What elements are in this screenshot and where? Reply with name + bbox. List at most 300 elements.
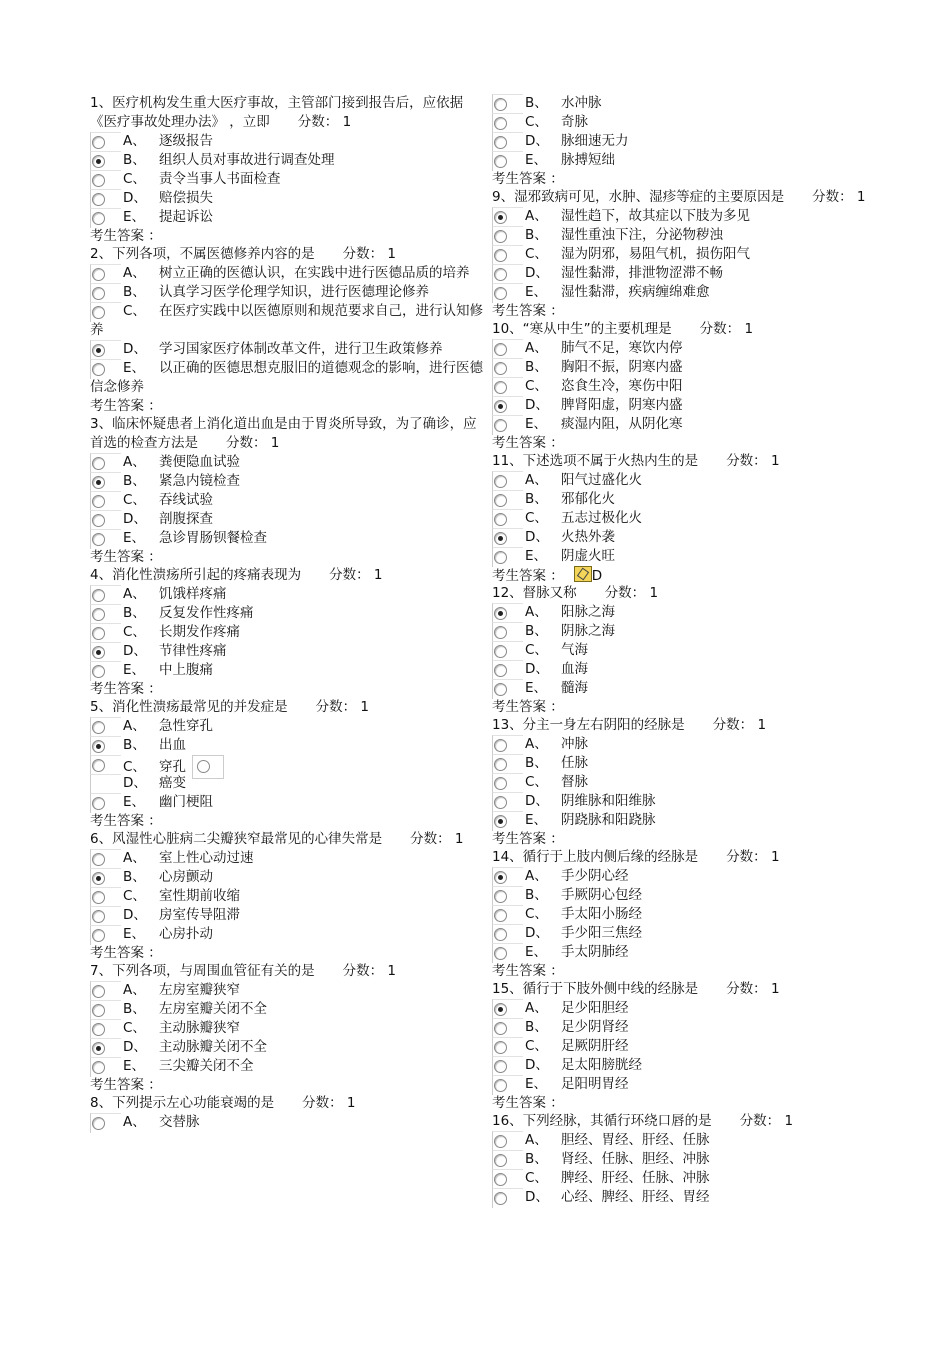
answer-option[interactable] xyxy=(90,529,490,548)
radio-button[interactable] xyxy=(494,815,507,828)
answer-option[interactable] xyxy=(90,1113,490,1132)
answer-option[interactable] xyxy=(492,1075,892,1094)
option-text: 在医疗实践中以医德原则和规范要求自己，进行认知修养 xyxy=(90,303,483,338)
radio-button[interactable] xyxy=(494,343,507,356)
question-score: 分数： 1 xyxy=(726,981,780,997)
option-text: 五志过极化火 xyxy=(561,510,642,526)
option-frame xyxy=(492,924,523,944)
option-frame xyxy=(90,529,121,549)
answer-option[interactable] xyxy=(90,264,490,283)
radio-button[interactable] xyxy=(92,1004,105,1017)
option-frame xyxy=(492,226,523,246)
answer-option[interactable] xyxy=(492,396,892,415)
radio-button[interactable] xyxy=(494,419,507,432)
radio-button[interactable] xyxy=(494,211,507,224)
answer-option[interactable] xyxy=(492,358,892,377)
radio-button[interactable] xyxy=(494,607,507,620)
question-text: 7、下列各项，与周围血管征有关的是 xyxy=(90,963,315,979)
option-text: 足太阳膀胱经 xyxy=(561,1057,642,1073)
question-stem xyxy=(90,94,490,132)
option-text: 阴脉之海 xyxy=(561,623,615,639)
radio-button[interactable] xyxy=(92,891,105,904)
radio-button[interactable] xyxy=(494,777,507,790)
option-letter: A、 xyxy=(525,604,548,620)
radio-button[interactable] xyxy=(494,890,507,903)
answer-option[interactable] xyxy=(492,339,892,358)
option-frame xyxy=(492,377,523,397)
radio-button[interactable] xyxy=(494,1079,507,1092)
question-score: 分数： 1 xyxy=(739,1113,794,1129)
answer-line xyxy=(90,944,490,962)
option-text: 粪便隐血试验 xyxy=(159,454,240,470)
option-frame xyxy=(90,1019,121,1039)
answer-option[interactable] xyxy=(90,510,490,529)
radio-button[interactable] xyxy=(92,344,105,357)
option-frame xyxy=(492,132,523,152)
answer-line xyxy=(90,548,490,566)
answer-option[interactable] xyxy=(90,189,490,208)
answer-option[interactable] xyxy=(492,226,892,245)
radio-button[interactable] xyxy=(92,872,105,885)
radio-button[interactable] xyxy=(92,514,105,527)
answer-option[interactable] xyxy=(492,943,892,962)
question-score: 分数： 1 xyxy=(726,453,780,469)
question-text: 11、下述选项不属于火热内生的是 xyxy=(492,453,699,469)
answer-option[interactable] xyxy=(90,491,490,510)
radio-button[interactable] xyxy=(494,928,507,941)
option-text: 湿性黏滞，疾病缠绵难愈 xyxy=(561,284,710,300)
option-text: 足少阴肾经 xyxy=(561,1019,629,1035)
radio-button[interactable] xyxy=(92,646,105,659)
option-text: 逐级报告 xyxy=(159,133,213,149)
option-letter: B、 xyxy=(525,623,548,639)
answer-label: 考生答案 ： xyxy=(90,945,162,961)
answer-option[interactable] xyxy=(492,132,892,151)
answer-option[interactable] xyxy=(90,283,490,302)
answer-option[interactable] xyxy=(492,999,892,1018)
question xyxy=(492,94,892,188)
answer-option[interactable] xyxy=(492,509,892,528)
option-letter: B、 xyxy=(525,95,548,111)
answer-option[interactable] xyxy=(492,792,892,811)
answer-option[interactable] xyxy=(90,359,490,397)
radio-button[interactable] xyxy=(494,1173,507,1186)
answer-option[interactable] xyxy=(492,811,892,830)
answer-option[interactable] xyxy=(90,717,490,736)
radio-button[interactable] xyxy=(92,759,105,772)
answer-option[interactable] xyxy=(492,660,892,679)
option-text: 脉细速无力 xyxy=(561,133,629,149)
option-letter: C、 xyxy=(525,1170,548,1186)
answer-option[interactable] xyxy=(492,207,892,226)
radio-button[interactable] xyxy=(494,287,507,300)
answer-option[interactable] xyxy=(492,113,892,132)
radio-button[interactable] xyxy=(92,533,105,546)
question-score: 分数： 1 xyxy=(410,831,464,847)
option-letter: C、 xyxy=(525,1038,548,1054)
option-letter: D、 xyxy=(123,190,147,206)
option-letter: C、 xyxy=(123,1020,146,1036)
option-text: 阴维脉和阳维脉 xyxy=(561,793,656,809)
question-text: 6、风湿性心脏病二尖瓣狭窄最常见的心律失常是 xyxy=(90,831,383,847)
answer-option[interactable] xyxy=(492,754,892,773)
option-letter: D、 xyxy=(123,643,147,659)
radio-button[interactable] xyxy=(92,136,105,149)
radio-button[interactable] xyxy=(494,494,507,507)
question-score: 分数： 1 xyxy=(342,246,396,262)
option-frame xyxy=(492,603,523,623)
answer-option[interactable] xyxy=(90,736,490,755)
answer-option[interactable] xyxy=(492,245,892,264)
question xyxy=(90,415,490,566)
option-text: 脉搏短绌 xyxy=(561,152,615,168)
option-letter: A、 xyxy=(525,1000,548,1016)
answer-line xyxy=(90,680,490,698)
question-stem xyxy=(90,962,490,981)
answer-label: 考生答案 ： xyxy=(90,398,162,414)
option-letter: C、 xyxy=(525,774,548,790)
radio-button[interactable] xyxy=(92,929,105,942)
question-score: 分数： 1 xyxy=(812,189,866,205)
option-frame xyxy=(492,1056,523,1076)
radio-button[interactable] xyxy=(494,871,507,884)
answer-option[interactable] xyxy=(90,170,490,189)
radio-button[interactable] xyxy=(494,136,507,149)
option-frame xyxy=(90,717,121,737)
option-text: 痰湿内阻，从阴化寒 xyxy=(561,416,683,432)
option-text: 胸阳不振，阴寒内盛 xyxy=(561,359,683,375)
answer-option[interactable] xyxy=(492,924,892,943)
option-frame xyxy=(492,396,523,416)
radio-button[interactable] xyxy=(494,1022,507,1035)
radio-button[interactable] xyxy=(92,457,105,470)
radio-button[interactable] xyxy=(494,796,507,809)
radio-button[interactable] xyxy=(494,98,507,111)
option-frame xyxy=(492,1169,523,1189)
radio-button[interactable] xyxy=(494,249,507,262)
option-frame xyxy=(90,208,121,228)
answer-option[interactable] xyxy=(492,867,892,886)
radio-button[interactable] xyxy=(92,910,105,923)
radio-button[interactable] xyxy=(92,1061,105,1074)
radio-button[interactable] xyxy=(92,589,105,602)
option-letter: C、 xyxy=(525,378,548,394)
radio-button[interactable] xyxy=(494,1154,507,1167)
radio-button[interactable] xyxy=(92,853,105,866)
answer-option[interactable] xyxy=(90,1057,490,1076)
option-letter: A、 xyxy=(525,340,548,356)
option-frame xyxy=(492,283,523,303)
answer-option[interactable] xyxy=(90,1038,490,1057)
option-text: 心经、脾经、肝经、胃经 xyxy=(561,1189,710,1205)
option-frame xyxy=(90,887,121,907)
option-frame xyxy=(90,793,121,813)
radio-button[interactable] xyxy=(494,1192,507,1205)
answer-option[interactable] xyxy=(90,453,490,472)
answer-option[interactable] xyxy=(90,1000,490,1019)
radio-button[interactable] xyxy=(494,683,507,696)
answer-option[interactable] xyxy=(492,773,892,792)
answer-option[interactable] xyxy=(90,755,490,774)
option-text: 湿为阴邪，易阻气机，损伤阳气 xyxy=(561,246,750,262)
question xyxy=(492,188,892,320)
option-frame xyxy=(90,736,121,756)
radio-button[interactable] xyxy=(494,381,507,394)
radio-button[interactable] xyxy=(494,551,507,564)
answer-line xyxy=(492,566,892,584)
answer-option[interactable] xyxy=(492,528,892,547)
option-frame xyxy=(90,132,121,152)
option-letter: A、 xyxy=(525,1132,548,1148)
option-text: 中上腹痛 xyxy=(159,662,213,678)
option-letter: C、 xyxy=(123,303,146,319)
answer-option[interactable] xyxy=(492,905,892,924)
question xyxy=(492,452,892,584)
radio-button[interactable] xyxy=(92,306,105,319)
radio-button[interactable] xyxy=(92,212,105,225)
radio-button[interactable] xyxy=(494,645,507,658)
radio-button[interactable] xyxy=(494,117,507,130)
answer-option[interactable] xyxy=(90,981,490,1000)
radio-button[interactable] xyxy=(92,740,105,753)
answer-label: 考生答案 ： xyxy=(492,699,564,715)
option-letter: C、 xyxy=(123,759,146,775)
answer-option[interactable] xyxy=(90,151,490,170)
option-frame xyxy=(492,113,523,133)
radio-button[interactable] xyxy=(92,608,105,621)
option-frame xyxy=(90,1113,121,1133)
option-letter: D、 xyxy=(525,1189,549,1205)
radio-button[interactable] xyxy=(494,1060,507,1073)
option-text: 心房颤动 xyxy=(159,869,213,885)
answer-option[interactable] xyxy=(90,925,490,944)
answer-option[interactable] xyxy=(492,679,892,698)
answer-option[interactable] xyxy=(492,471,892,490)
radio-button[interactable] xyxy=(92,268,105,281)
answer-option[interactable] xyxy=(90,887,490,906)
answer-option[interactable] xyxy=(492,622,892,641)
option-letter: D、 xyxy=(525,133,549,149)
radio-button[interactable] xyxy=(494,513,507,526)
answer-label: 考生答案 ： xyxy=(492,171,564,187)
answer-option[interactable] xyxy=(492,1037,892,1056)
option-text: 饥饿样疼痛 xyxy=(159,586,227,602)
answer-option[interactable] xyxy=(492,1150,892,1169)
radio-button[interactable] xyxy=(494,230,507,243)
answer-option[interactable] xyxy=(90,793,490,812)
radio-button[interactable] xyxy=(92,1117,105,1130)
answer-option[interactable] xyxy=(492,547,892,566)
answer-option[interactable] xyxy=(492,641,892,660)
answer-option[interactable] xyxy=(492,1131,892,1150)
radio-button[interactable] xyxy=(92,627,105,640)
question-text: 15、循行于下肢外侧中线的经脉是 xyxy=(492,981,699,997)
radio-button[interactable] xyxy=(92,495,105,508)
option-frame xyxy=(90,1057,121,1077)
option-frame xyxy=(90,151,121,171)
option-frame xyxy=(492,773,523,793)
answer-label: 考生答案 ： xyxy=(90,813,162,829)
option-text: 组织人员对事故进行调查处理 xyxy=(159,152,335,168)
answer-option[interactable] xyxy=(90,472,490,491)
answer-option[interactable] xyxy=(492,735,892,754)
option-frame xyxy=(492,679,523,699)
answer-label: 考生答案 ： xyxy=(492,1095,564,1111)
answer-line xyxy=(90,812,490,830)
option-frame xyxy=(90,623,121,643)
question-score: 分数： 1 xyxy=(699,321,754,337)
answer-option[interactable] xyxy=(90,340,490,359)
radio-button[interactable] xyxy=(92,155,105,168)
answer-option[interactable] xyxy=(90,132,490,151)
answer-option[interactable] xyxy=(492,603,892,622)
option-text: 手太阴肺经 xyxy=(561,944,629,960)
option-letter: A、 xyxy=(123,718,146,734)
option-letter: B、 xyxy=(123,473,146,489)
question-stem xyxy=(90,698,490,717)
answer-option[interactable] xyxy=(492,151,892,170)
answer-option[interactable] xyxy=(90,868,490,887)
option-frame xyxy=(492,509,523,529)
question-text: 9、湿邪致病可见，水肿、湿疹等症的主要原因是 xyxy=(492,189,785,205)
radio-button[interactable] xyxy=(92,363,105,376)
radio-button[interactable] xyxy=(494,947,507,960)
question xyxy=(492,1112,892,1207)
option-text: 任脉 xyxy=(561,755,588,771)
radio-button[interactable] xyxy=(92,476,105,489)
question xyxy=(90,94,490,245)
radio-button[interactable] xyxy=(494,909,507,922)
radio-button[interactable] xyxy=(92,797,105,810)
radio-button[interactable] xyxy=(494,475,507,488)
radio-button[interactable] xyxy=(494,1135,507,1148)
radio-button[interactable] xyxy=(494,1041,507,1054)
answer-option[interactable] xyxy=(492,377,892,396)
option-text: 交替脉 xyxy=(159,1114,200,1130)
answer-option[interactable] xyxy=(492,1188,892,1207)
option-text: 手厥阴心包经 xyxy=(561,887,642,903)
option-text: 湿性趋下，故其症以下肢为多见 xyxy=(561,208,750,224)
question-stem xyxy=(90,415,490,453)
question-score: 分数： 1 xyxy=(604,585,659,601)
answer-option[interactable] xyxy=(90,906,490,925)
question-text: 1、医疗机构发生重大医疗事故，主管部门接到报告后，应依据《医疗事故处理办法》 ，立即 xyxy=(90,95,464,130)
option-frame xyxy=(90,472,121,492)
option-letter: B、 xyxy=(525,1019,548,1035)
question-score: 分数： 1 xyxy=(315,699,369,715)
option-letter: B、 xyxy=(525,227,548,243)
question xyxy=(90,962,490,1094)
option-text: 节律性疼痛 xyxy=(159,643,227,659)
option-text: 奇脉 xyxy=(561,114,588,130)
answer-option[interactable] xyxy=(90,1019,490,1038)
answer-option[interactable] xyxy=(90,623,490,642)
question-stem xyxy=(90,566,490,585)
answer-option[interactable] xyxy=(90,585,490,604)
question-stem xyxy=(492,452,892,471)
answer-option[interactable] xyxy=(90,849,490,868)
answer-option[interactable] xyxy=(492,1018,892,1037)
answer-line xyxy=(492,830,892,848)
option-frame xyxy=(90,453,121,473)
radio-button[interactable] xyxy=(92,193,105,206)
answer-option[interactable] xyxy=(492,94,892,113)
question-stem xyxy=(492,1112,892,1131)
radio-button[interactable] xyxy=(494,268,507,281)
answer-option[interactable] xyxy=(90,302,490,340)
radio-button[interactable] xyxy=(92,721,105,734)
radio-button[interactable] xyxy=(494,155,507,168)
answer-option[interactable] xyxy=(492,283,892,302)
option-frame xyxy=(90,661,121,681)
option-frame xyxy=(90,849,121,869)
option-text: 邪郁化火 xyxy=(561,491,615,507)
question-score: 分数： 1 xyxy=(712,717,767,733)
radio-button[interactable] xyxy=(494,758,507,771)
radio-button[interactable] xyxy=(92,985,105,998)
option-frame xyxy=(90,642,121,662)
radio-button[interactable] xyxy=(92,1023,105,1036)
radio-button[interactable] xyxy=(92,665,105,678)
option-letter: C、 xyxy=(123,888,146,904)
question xyxy=(492,980,892,1112)
option-letter: B、 xyxy=(123,284,146,300)
option-text: 反复发作性疼痛 xyxy=(159,605,254,621)
option-letter: B、 xyxy=(525,755,548,771)
answer-option[interactable] xyxy=(90,604,490,623)
option-frame xyxy=(492,1037,523,1057)
question xyxy=(90,245,490,415)
radio-button[interactable] xyxy=(494,400,507,413)
answer-option[interactable] xyxy=(90,208,490,227)
option-frame xyxy=(492,151,523,171)
option-letter: D、 xyxy=(123,511,147,527)
option-text: 髓海 xyxy=(561,680,588,696)
answer-option[interactable] xyxy=(492,1169,892,1188)
answer-option[interactable] xyxy=(492,886,892,905)
radio-button[interactable] xyxy=(494,532,507,545)
radio-button[interactable] xyxy=(494,664,507,677)
option-text: 树立正确的医德认识，在实践中进行医德品质的培养 xyxy=(159,265,470,281)
answer-option[interactable] xyxy=(90,774,490,793)
option-text: 冲脉 xyxy=(561,736,588,752)
option-text: 气海 xyxy=(561,642,588,658)
radio-button[interactable] xyxy=(494,362,507,375)
answer-option[interactable] xyxy=(90,642,490,661)
radio-button[interactable] xyxy=(494,1003,507,1016)
radio-button[interactable] xyxy=(494,739,507,752)
answer-option[interactable] xyxy=(90,661,490,680)
option-letter: E、 xyxy=(525,944,548,960)
radio-button[interactable] xyxy=(92,287,105,300)
radio-button[interactable] xyxy=(494,626,507,639)
option-frame xyxy=(90,755,121,775)
option-frame xyxy=(492,547,523,567)
answer-line xyxy=(90,397,490,415)
question-score: 分数： 1 xyxy=(329,567,383,583)
option-frame xyxy=(492,735,523,755)
answer-option[interactable] xyxy=(492,264,892,283)
answer-option[interactable] xyxy=(492,1056,892,1075)
answer-option[interactable] xyxy=(492,490,892,509)
option-text: 左房室瓣关闭不全 xyxy=(159,1001,267,1017)
answer-option[interactable] xyxy=(492,415,892,434)
question xyxy=(90,1094,490,1132)
radio-button[interactable] xyxy=(92,1042,105,1055)
option-text: 肺气不足，寒饮内停 xyxy=(561,340,683,356)
radio-button[interactable] xyxy=(92,174,105,187)
edit-icon[interactable] xyxy=(574,566,592,582)
